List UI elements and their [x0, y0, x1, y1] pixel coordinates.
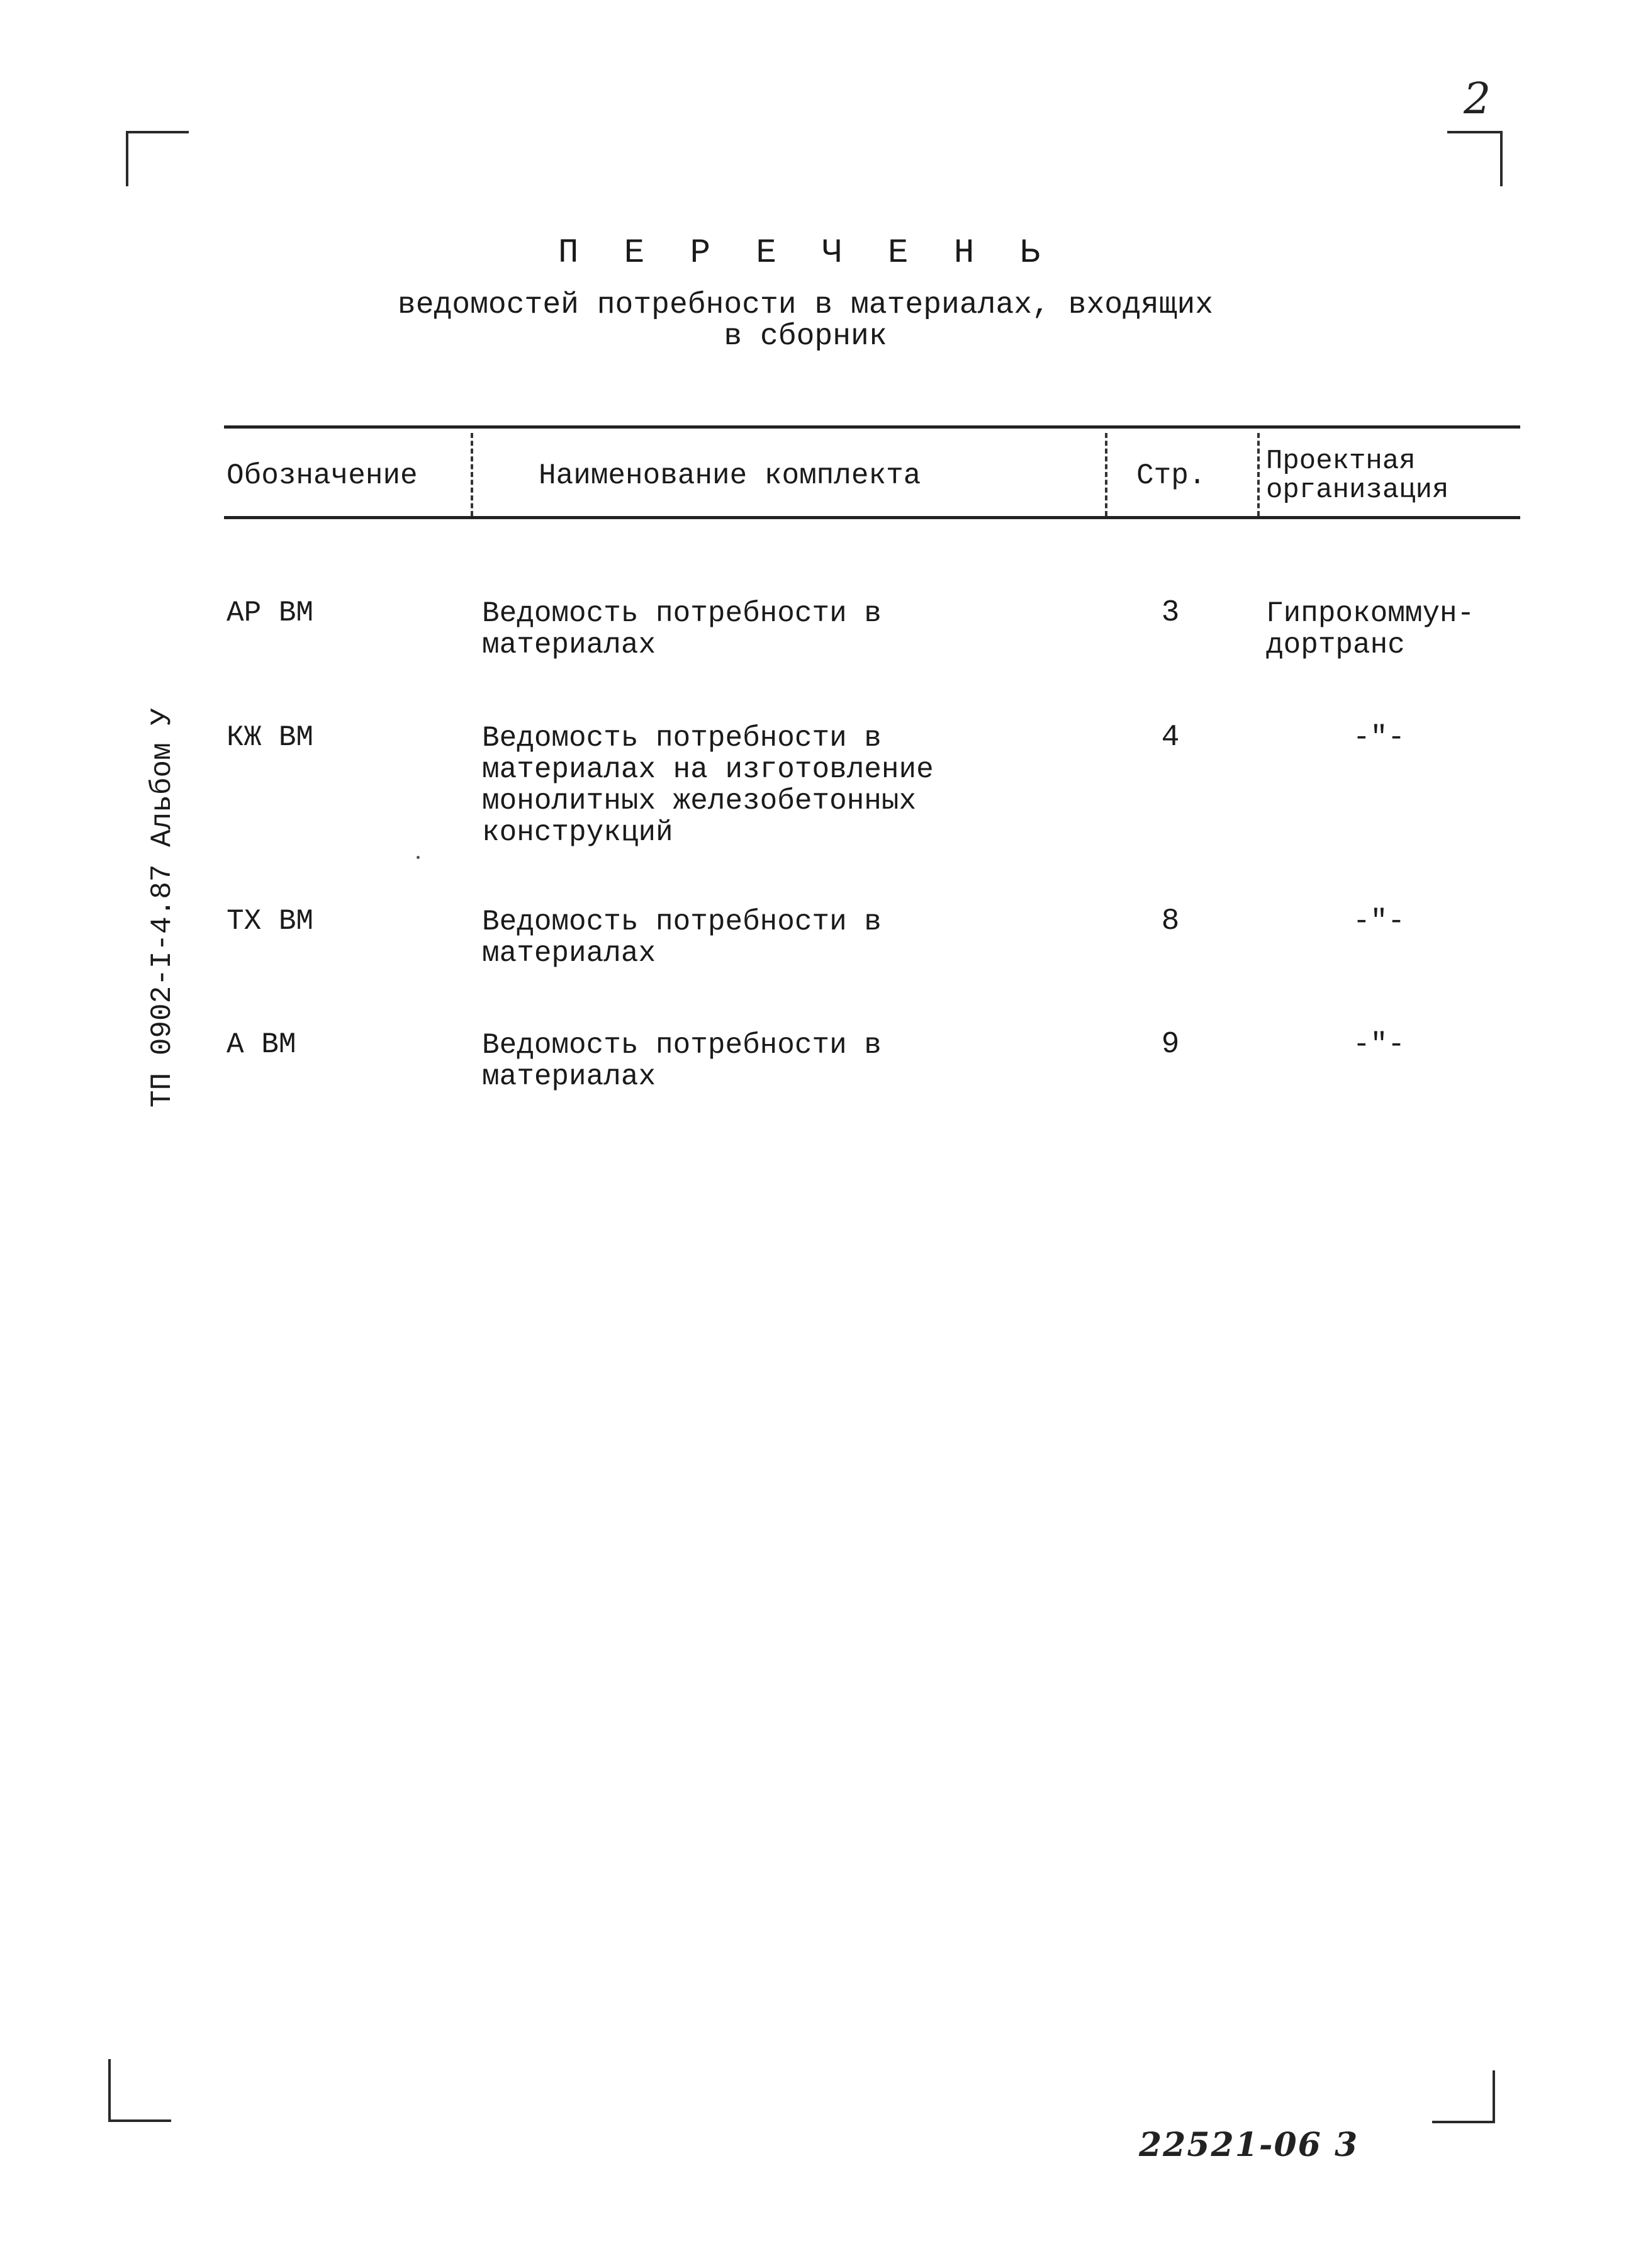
- side-document-code: ТП 0902-I-4.87 Альбом У: [146, 708, 179, 1108]
- header-organization-line-1: Проектная: [1266, 446, 1416, 477]
- row-code: АР ВМ: [227, 597, 314, 629]
- document-title: П Е Р Е Ч Е Н Ь: [557, 234, 1053, 272]
- subtitle-line-2: в сборник: [724, 320, 887, 354]
- row-page: 8: [1161, 904, 1180, 938]
- row-name-line: конструкций: [482, 816, 673, 849]
- row-name-line: материалах: [482, 1060, 656, 1093]
- row-name-line: Ведомость потребности в: [482, 597, 882, 630]
- row-organization-line: дортранс: [1266, 629, 1405, 661]
- subtitle-line-1: ведомостей потребности в материалах, входящих: [397, 288, 1214, 322]
- corner-mark-top-right: [1447, 131, 1503, 186]
- row-organization-line: Гипрокоммун-: [1266, 597, 1475, 630]
- row-name: [482, 906, 1036, 969]
- row-organization-ditto: -"-: [1353, 905, 1405, 938]
- row-name: [482, 1030, 1036, 1092]
- row-organization-ditto: -"-: [1353, 1028, 1405, 1061]
- column-separator: [471, 433, 473, 516]
- row-name: [482, 722, 1036, 848]
- row-organization: [1266, 598, 1505, 661]
- row-name-line: материалах: [482, 937, 656, 970]
- row-code: КЖ ВМ: [227, 721, 314, 754]
- row-page: 3: [1161, 596, 1180, 630]
- row-name-line: Ведомость потребности в: [482, 1029, 882, 1062]
- row-name-line: монолитных железобетонных: [482, 785, 917, 817]
- document-subtitle: [0, 289, 1611, 352]
- row-page: 9: [1161, 1028, 1180, 1062]
- corner-mark-bottom-right: [1432, 2070, 1495, 2123]
- row-code: А ВМ: [227, 1028, 296, 1061]
- header-designation: Обозначение: [227, 459, 418, 492]
- table-header-rule: [224, 516, 1520, 519]
- row-page: 4: [1161, 721, 1180, 755]
- page-number: 2: [1464, 74, 1491, 124]
- row-name: [482, 598, 1036, 661]
- scan-speck: [417, 856, 420, 859]
- header-page: Стр.: [1136, 459, 1206, 492]
- row-name-line: материалах: [482, 629, 656, 661]
- row-name-line: Ведомость потребности в: [482, 722, 882, 755]
- header-organization: [1266, 447, 1448, 505]
- row-name-line: материалах на изготовление: [482, 753, 934, 786]
- column-separator: [1105, 433, 1107, 516]
- row-name-line: Ведомость потребности в: [482, 906, 882, 938]
- row-code: ТХ ВМ: [227, 905, 314, 938]
- corner-mark-bottom-left: [108, 2059, 171, 2122]
- corner-mark-top-left: [126, 131, 189, 186]
- header-organization-line-2: организация: [1266, 474, 1449, 506]
- row-organization-ditto: -"-: [1353, 721, 1405, 754]
- column-separator: [1257, 433, 1260, 516]
- footer-document-code: 22521-06 3: [1139, 2126, 1359, 2164]
- header-name: Наименование комплекта: [539, 459, 921, 492]
- table-top-rule: [224, 425, 1520, 429]
